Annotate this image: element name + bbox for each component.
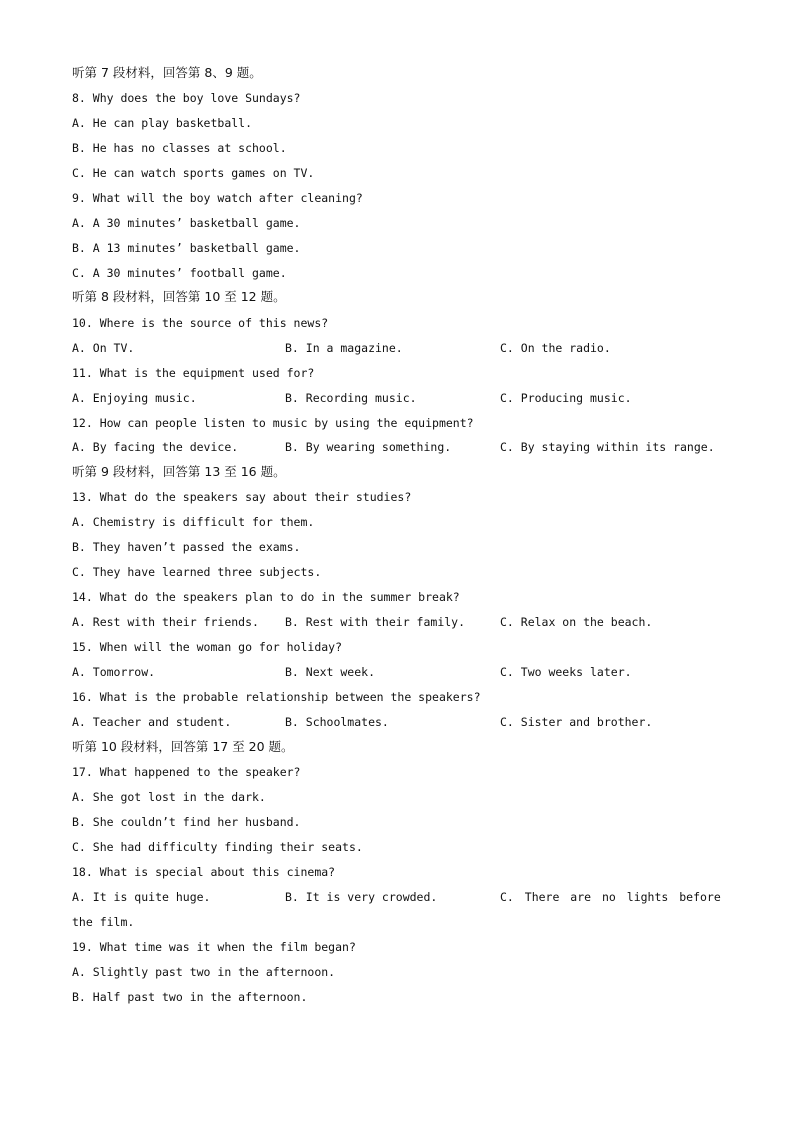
question-19-option-b: B. Half past two in the afternoon. [72,990,308,1004]
question-10-option-a: A. On TV. [72,341,135,355]
question-14-option-b: B. Rest with their family. [285,615,466,629]
question-15-option-b: B. Next week. [285,665,376,679]
question-12-option-a: A. By facing the device. [72,440,239,454]
question-17-option-c: C. She had difficulty finding their seats. [72,840,363,854]
question-9-stem: 9. What will the boy watch after cleaning? [72,191,363,205]
question-9-option-c: C. A 30 minutes’ football game. [72,266,287,280]
question-10-stem: 10. Where is the source of this news? [72,316,329,330]
question-16-option-c: C. Sister and brother. [500,715,653,729]
question-18-option-b: B. It is very crowded. [285,890,438,904]
question-18-option-c-continued: the film. [72,915,135,929]
question-13-option-a: A. Chemistry is difficult for them. [72,515,315,529]
section-heading-10: 听第 10 段材料，回答第 17 至 20 题。 [72,739,294,754]
question-8-stem: 8. Why does the boy love Sundays? [72,91,301,105]
question-19-stem: 19. What time was it when the film began? [72,940,356,954]
question-9-option-b: B. A 13 minutes’ basketball game. [72,241,301,255]
section-heading-7: 听第 7 段材料，回答第 8、9 题。 [72,65,262,80]
question-11-option-c: C. Producing music. [500,391,632,405]
question-15-option-c: C. Two weeks later. [500,665,632,679]
question-16-option-a: A. Teacher and student. [72,715,232,729]
question-14-stem: 14. What do the speakers plan to do in the summer break? [72,590,460,604]
section-heading-9: 听第 9 段材料，回答第 13 至 16 题。 [72,464,286,479]
question-10-option-b: B. In a magazine. [285,341,403,355]
question-15-stem: 15. When will the woman go for holiday? [72,640,343,654]
question-13-stem: 13. What do the speakers say about their studies? [72,490,412,504]
question-18-option-c: C. There are no lights before [500,890,721,904]
question-18-stem: 18. What is special about this cinema? [72,865,336,879]
question-8-option-a: A. He can play basketball. [72,116,253,130]
question-8-option-b: B. He has no classes at school. [72,141,287,155]
question-12-stem: 12. How can people listen to music by using the equipment? [72,416,474,430]
question-19-option-a: A. Slightly past two in the afternoon. [72,965,336,979]
question-11-option-b: B. Recording music. [285,391,417,405]
question-11-stem: 11. What is the equipment used for? [72,366,315,380]
section-heading-8: 听第 8 段材料，回答第 10 至 12 题。 [72,289,286,304]
question-14-option-a: A. Rest with their friends. [72,615,259,629]
question-11-option-a: A. Enjoying music. [72,391,197,405]
question-13-option-c: C. They have learned three subjects. [72,565,322,579]
question-9-option-a: A. A 30 minutes’ basketball game. [72,216,301,230]
question-10-option-c: C. On the radio. [500,341,611,355]
question-17-option-b: B. She couldn’t find her husband. [72,815,301,829]
question-16-stem: 16. What is the probable relationship between the speakers? [72,690,481,704]
question-18-option-a: A. It is quite huge. [72,890,211,904]
question-8-option-c: C. He can watch sports games on TV. [72,166,315,180]
question-16-option-b: B. Schoolmates. [285,715,389,729]
question-17-stem: 17. What happened to the speaker? [72,765,301,779]
question-15-option-a: A. Tomorrow. [72,665,156,679]
question-12-option-b: B. By wearing something. [285,440,452,454]
question-17-option-a: A. She got lost in the dark. [72,790,266,804]
question-12-option-c: C. By staying within its range. [500,440,715,454]
question-14-option-c: C. Relax on the beach. [500,615,653,629]
question-13-option-b: B. They haven’t passed the exams. [72,540,301,554]
